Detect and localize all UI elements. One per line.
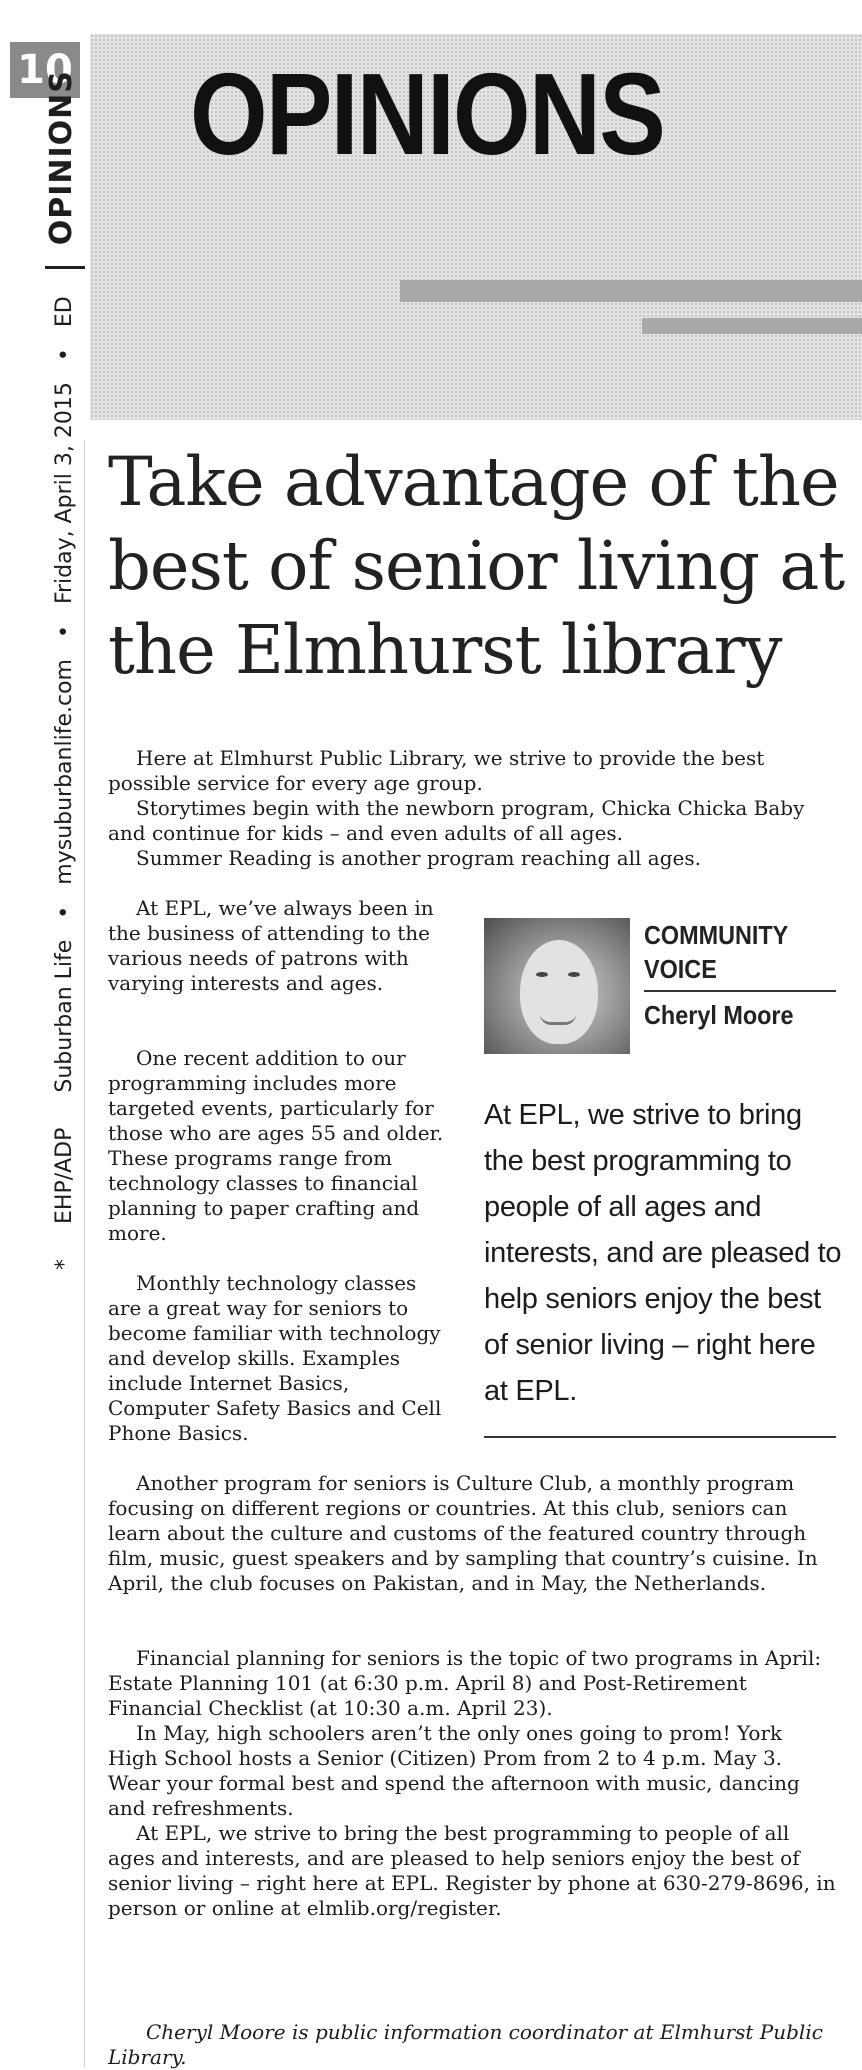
rail-divider bbox=[45, 266, 85, 269]
page-number: 10 bbox=[10, 42, 80, 98]
rail-date: Friday, April 3, 2015 bbox=[52, 382, 77, 605]
community-voice-author: Cheryl Moore bbox=[644, 1000, 794, 1030]
paragraph-summer-reading: Summer Reading is another program reaching all ages. bbox=[136, 846, 701, 870]
header-bar-2 bbox=[642, 318, 862, 334]
rail-bullet-3: • bbox=[52, 348, 77, 362]
author-eye-left bbox=[536, 972, 548, 977]
rail-section: OPINIONS bbox=[44, 70, 79, 246]
paragraph-intro: Here at Elmhurst Public Library, we strive to provide the best possible service for every age group. bbox=[108, 746, 765, 795]
paragraph-register: At EPL, we strive to bring the best programming to people of all ages and interests, and are pleased to help seniors enjoy the best of senior living – right here at EPL. Register by phone at 630-279-8696, in person or online at elmlib.org/register. bbox=[108, 1821, 836, 1920]
paragraph-epl-needs: At EPL, we’ve always been in the business of attending to the various needs of patrons with varying interests and ages. bbox=[108, 896, 434, 995]
headline: Take advantage of the best of senior living at the Elmhurst library bbox=[108, 443, 845, 689]
page-rail bbox=[0, 0, 86, 2067]
header-bar-1 bbox=[400, 280, 862, 302]
pull-quote: At EPL, we strive to bring the best programming to people of all ages and interests, and are pleased to help seniors enjoy the best of senior living – right here at EPL. bbox=[484, 1099, 842, 1407]
author-photo bbox=[484, 918, 630, 1054]
author-eye-right bbox=[568, 972, 580, 977]
rail-dateline bbox=[44, 70, 85, 1270]
paragraph-tech-classes: Monthly technology classes are a great way for seniors to become familiar with technology and develop skills. Examples include Internet Basics, Computer Safety Basics and Cell Phone Basics. bbox=[108, 1271, 442, 1445]
rail-editions: EHP/ADP bbox=[52, 1127, 77, 1224]
section-header bbox=[90, 34, 862, 420]
paragraph-recent-addition: One recent addition to our programming includes more targeted events, particularly for those who are ages 55 and older. These programs range from technology classes to financial planning to paper crafting and more. bbox=[108, 1046, 444, 1245]
author-face bbox=[520, 940, 598, 1044]
pull-quote-rule bbox=[484, 1436, 836, 1438]
paragraph-prom: In May, high schoolers aren’t the only ones going to prom! York High School hosts a Senior (Citizen) Prom from 2 to 4 p.m. May 3. Wear your formal best and spend the afternoon with music, dancing and refreshments. bbox=[108, 1721, 800, 1820]
section-title: OPINIONS bbox=[190, 49, 665, 179]
rail-bullet-2: • bbox=[52, 625, 77, 639]
author-bio: Cheryl Moore is public information coordinator at Elmhurst Public Library. bbox=[108, 2020, 823, 2069]
rail-star: * bbox=[52, 1259, 77, 1270]
paragraph-storytimes: Storytimes begin with the newborn program, Chicka Chicka Baby and continue for kids – and even adults of all ages. bbox=[108, 796, 805, 845]
column-rule bbox=[84, 440, 85, 2067]
rail-paper: Suburban Life bbox=[52, 939, 77, 1093]
paragraph-financial: Financial planning for seniors is the topic of two programs in April: Estate Planning 101 (at 6:30 p.m. April 8) and Post-Retirement Financial Checklist (at 10:30 a.m. April 23). bbox=[108, 1646, 822, 1720]
rail-bullet-1: • bbox=[52, 905, 77, 919]
rail-site: mysuburbanlife.com bbox=[52, 659, 77, 885]
community-voice-label: COMMUNITY VOICE bbox=[644, 920, 788, 984]
community-voice-rule bbox=[644, 990, 836, 992]
paragraph-culture-club: Another program for seniors is Culture Club, a monthly program focusing on different regions or countries. At this club, seniors can learn about the culture and customs of the featured country through film, music, guest speakers and by sampling that country’s cuisine. In April, the club focuses on Pakistan, and in May, the Netherlands. bbox=[108, 1471, 818, 1595]
rail-edition: ED bbox=[52, 296, 77, 328]
author-mouth bbox=[540, 1014, 576, 1025]
